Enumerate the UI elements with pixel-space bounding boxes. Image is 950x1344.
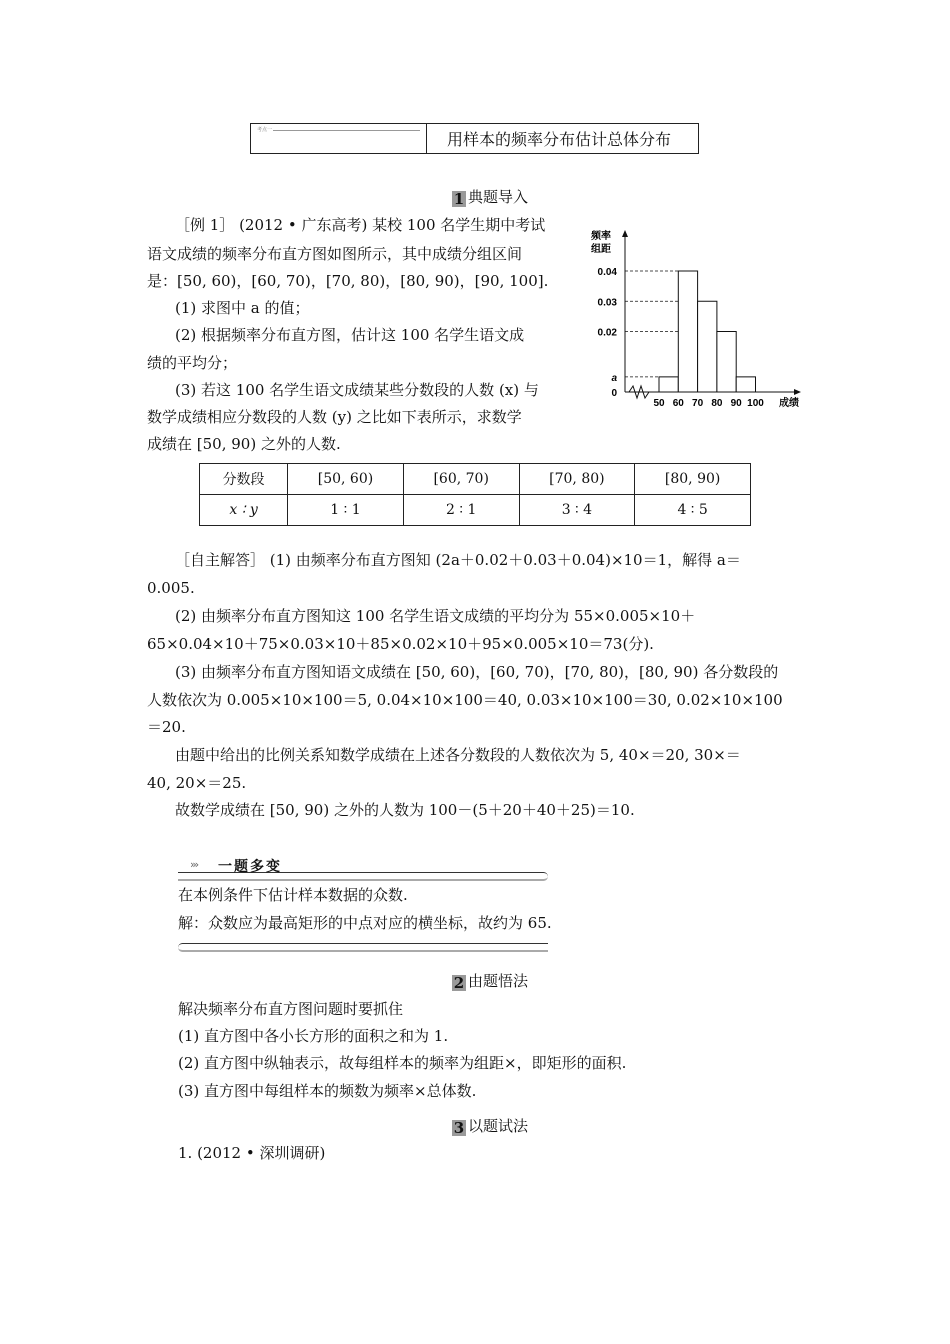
ratio-header-cell: [80, 90) xyxy=(635,464,751,495)
example-line-4: (1) 求图中 a 的值； xyxy=(175,299,310,317)
example-line-5: (2) 根据频率分布直方图，估计这 100 名学生语文成 xyxy=(175,326,525,344)
exercise-line: 1. (2012 • 深圳调研) xyxy=(178,1144,326,1162)
solution-line-10: 故数学成绩在 [50, 90) 之外的人数为 100－(5＋20＋40＋25)＝10. xyxy=(175,801,635,819)
x-tick-label: 80 xyxy=(711,398,723,409)
histogram-bar xyxy=(736,377,755,392)
solution-line-3: (2) 由频率分布直方图知这 100 名学生语文成绩的平均分为 55×0.005×10＋ xyxy=(175,607,696,625)
x-tick-label: 60 xyxy=(672,398,684,409)
section-title-2: 由题悟法 xyxy=(468,972,529,990)
ratio-header-cell: [70, 80) xyxy=(519,464,635,495)
ratio-table-value-row xyxy=(200,495,751,526)
method-line-1: 解决频率分布直方图问题时要抓住 xyxy=(178,1000,404,1018)
x-axis-label: 成绩 xyxy=(779,398,799,409)
x-tick-label: 90 xyxy=(730,398,742,409)
solution-line-8: 由题中给出的比例关系知数学成绩在上述各分数段的人数依次为 5, 40×＝20, 30×＝ xyxy=(175,746,741,764)
ratio-value-cell: 1 ∶ 1 xyxy=(288,495,404,526)
solution-line-7: ＝20. xyxy=(147,718,186,736)
variation-answer: 解：众数应为最高矩形的中点对应的横坐标，故约为 65. xyxy=(178,914,552,932)
ratio-header-cell: 分数段 xyxy=(200,464,288,495)
ratio-value-cell: 3 ∶ 4 xyxy=(519,495,635,526)
histogram-bar xyxy=(698,301,717,392)
histogram-bar xyxy=(717,332,736,393)
variation-header xyxy=(178,855,548,877)
section-heading-2 xyxy=(452,970,528,991)
y-tick-label: 0.04 xyxy=(597,267,617,278)
y-tick-label: 0 xyxy=(611,388,617,399)
section-heading-3 xyxy=(452,1115,528,1136)
solution-line-1: ［自主解答］ (1) 由频率分布直方图知 (2a＋0.02＋0.03＋0.04)×10＝1，解得 a＝ xyxy=(175,551,741,569)
ratio-value-cell: 4 ∶ 5 xyxy=(635,495,751,526)
tag-rule xyxy=(273,130,420,131)
topic-title: 用样本的频率分布估计总体分布 xyxy=(447,130,672,149)
variation-question: 在本例条件下估计样本数据的众数. xyxy=(178,886,408,904)
section-title-3: 以题试法 xyxy=(468,1117,529,1135)
ratio-value-cell: x ∶ y xyxy=(200,495,288,526)
example-line-3: 是：[50, 60)，[60, 70)，[70, 80)，[80, 90)，[90, 100]. xyxy=(147,272,549,290)
topic-header-box xyxy=(250,123,699,154)
example-line-9: 成绩在 [50, 90) 之外的人数. xyxy=(147,435,341,453)
solution-line-5: (3) 由频率分布直方图知语文成绩在 [50, 60)，[60, 70)，[70, 80)，[80, 90) 各分数段的 xyxy=(175,663,779,681)
section-title-1: 典题导入 xyxy=(468,188,529,206)
ratio-table xyxy=(199,463,751,526)
solution-line-6: 人数依次为 0.005×10×100＝5, 0.04×10×100＝40, 0.03×10×100＝30, 0.02×10×100 xyxy=(147,691,783,709)
x-tick-label: 50 xyxy=(653,398,665,409)
x-axis-arrow xyxy=(794,389,801,395)
variation-label: 一题多变 xyxy=(218,859,282,875)
ratio-header-cell: [60, 70) xyxy=(403,464,519,495)
ratio-table-header-row xyxy=(200,464,751,495)
method-line-3: (2) 直方图中纵轴表示，故每组样本的频率为组距×，即矩形的面积. xyxy=(178,1054,627,1072)
frequency-histogram xyxy=(585,228,810,413)
ratio-value-cell: 2 ∶ 1 xyxy=(403,495,519,526)
example-line-8: 数学成绩相应分数段的人数 (y) 之比如下表所示，求数学 xyxy=(147,408,522,426)
ratio-header-cell: [50, 60) xyxy=(288,464,404,495)
y-tick-label: a xyxy=(611,372,617,384)
method-line-4: (3) 直方图中每组样本的频数为频率×总体数. xyxy=(178,1082,477,1100)
histogram-bar xyxy=(659,377,678,392)
variation-box xyxy=(178,855,552,953)
y-axis-label-line2: 组距 xyxy=(591,244,611,255)
x-tick-label: 100 xyxy=(747,398,764,409)
section-number-1: 1 xyxy=(453,190,465,208)
method-line-2: (1) 直方图中各小长方形的面积之和为 1. xyxy=(178,1027,449,1045)
section-number-2: 2 xyxy=(453,974,465,992)
variation-bottom-bar xyxy=(178,943,548,952)
chevron-right-icon: ››› xyxy=(190,858,198,871)
solution-line-9: 40, 20×＝25. xyxy=(147,774,247,792)
solution-line-2: 0.005. xyxy=(147,579,195,597)
example-line-1: ［例 1］ (2012 • 广东高考) 某校 100 名学生期中考试 xyxy=(175,216,546,234)
topic-tag: 考点一 xyxy=(257,127,273,133)
y-axis-arrow xyxy=(622,230,628,237)
section-number-3: 3 xyxy=(453,1119,465,1137)
example-line-2: 语文成绩的频率分布直方图如图所示，其中成绩分组区间 xyxy=(147,245,523,263)
y-tick-label: 0.03 xyxy=(597,297,617,309)
y-axis-label-line1: 频率 xyxy=(591,231,611,242)
histogram-bar xyxy=(678,271,697,392)
y-tick-label: 0.02 xyxy=(597,327,617,339)
x-tick-label: 70 xyxy=(692,398,704,409)
section-heading-1 xyxy=(452,186,528,207)
example-line-7: (3) 若这 100 名学生语文成绩某些分数段的人数 (x) 与 xyxy=(175,381,539,399)
solution-line-4: 65×0.04×10＋75×0.03×10＋85×0.02×10＋95×0.005×10＝73(分). xyxy=(147,635,654,653)
topic-tag-cell xyxy=(251,124,427,153)
example-line-6: 绩的平均分； xyxy=(147,354,238,372)
